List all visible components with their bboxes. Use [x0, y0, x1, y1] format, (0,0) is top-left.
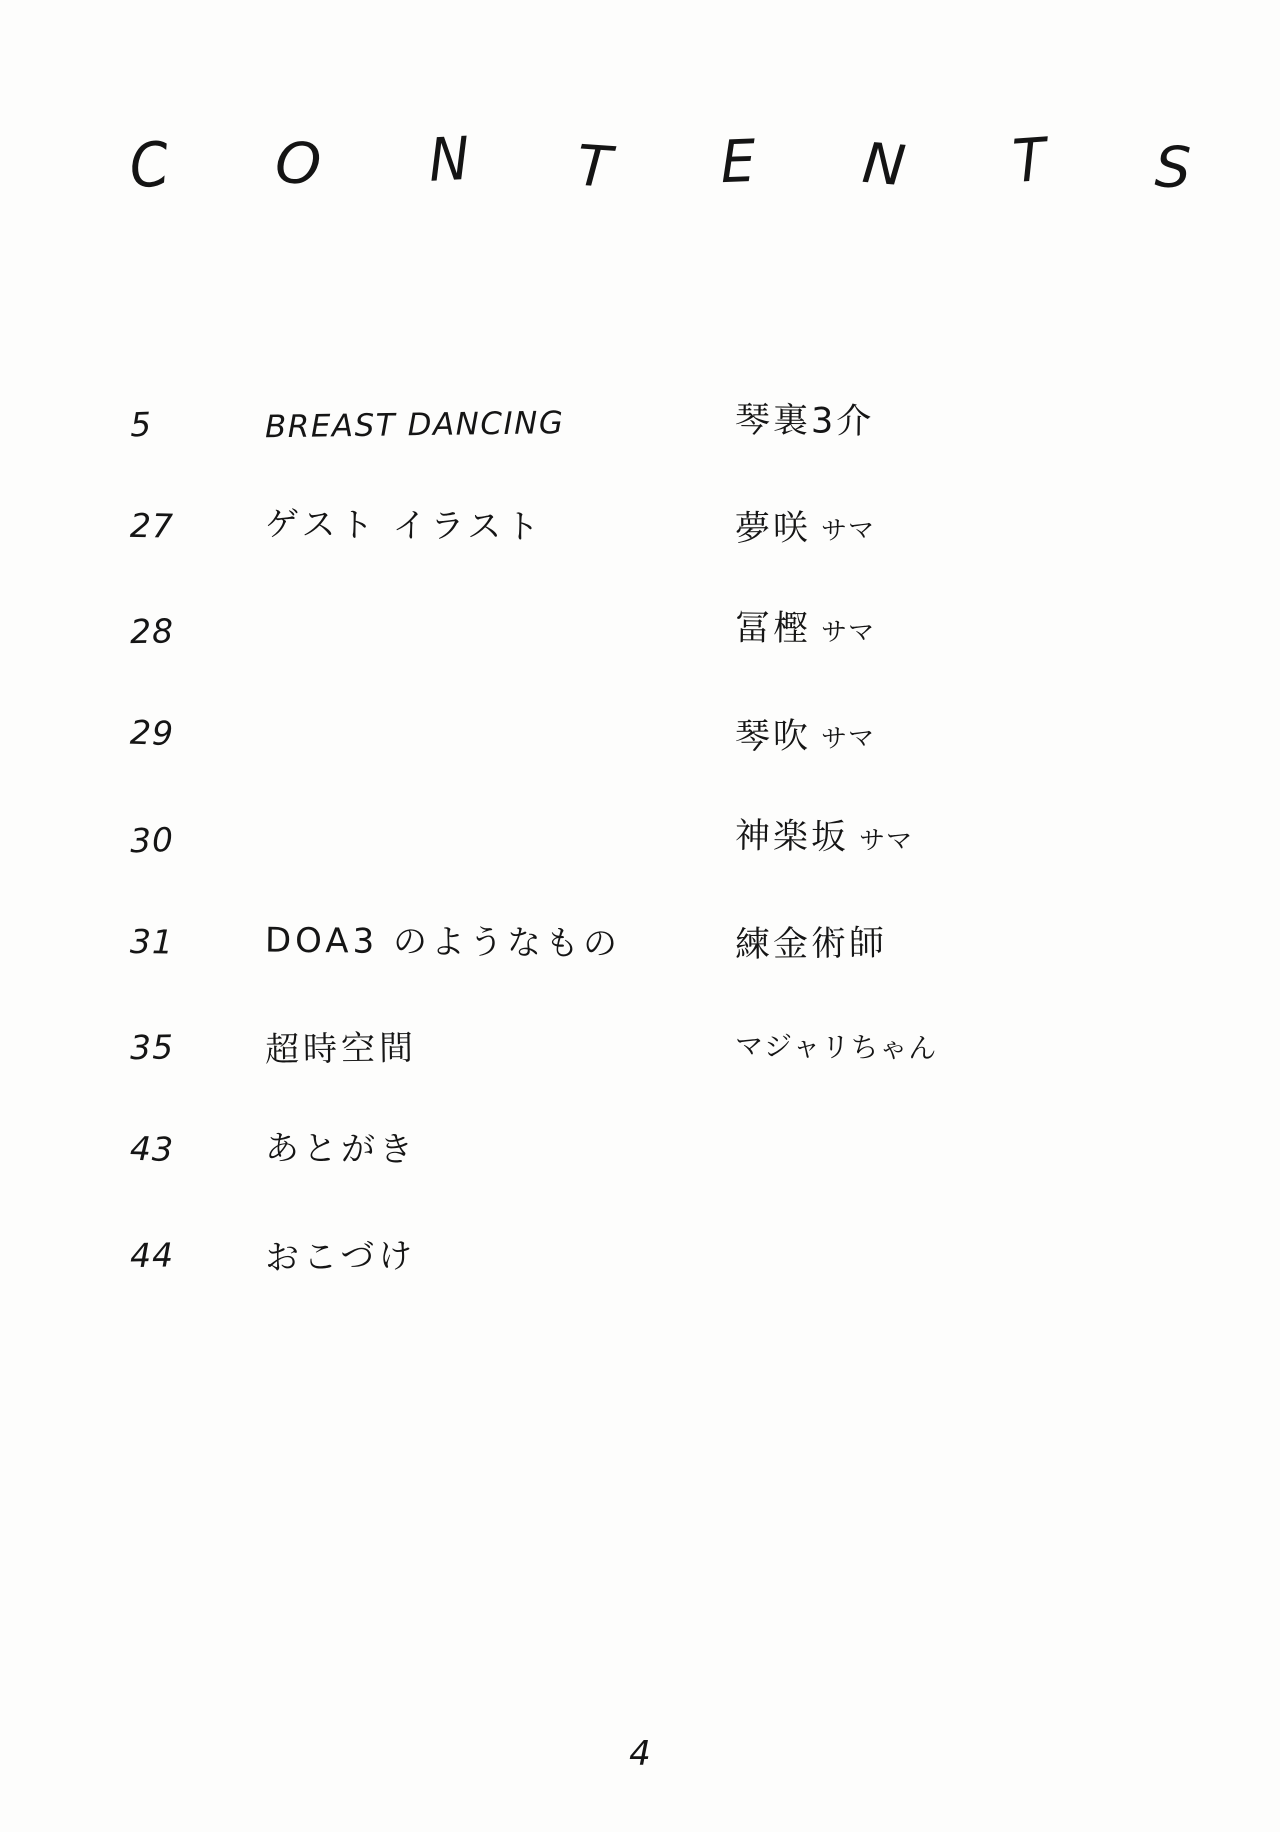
toc-entry-author — [735, 1232, 1160, 1277]
title-letter-e: E — [718, 126, 757, 197]
table-row — [130, 811, 1160, 899]
table-row — [130, 707, 1160, 795]
toc-page-number: 27 — [129, 505, 175, 546]
toc-author-suffix — [937, 1035, 947, 1065]
toc-page-number: 28 — [129, 611, 175, 652]
toc-entry-author — [735, 913, 1161, 967]
toc-entry-title — [265, 639, 735, 646]
title-letter-o: O — [273, 129, 323, 198]
toc-entry-title: DOA3 のようなもの — [264, 920, 622, 965]
toc-entry-author — [735, 1024, 1160, 1069]
table-row — [130, 1123, 1160, 1211]
table-row — [130, 1019, 1160, 1107]
toc-author-name: 夢咲 — [734, 508, 812, 550]
title-letter-n1: N — [426, 123, 471, 196]
toc-entry-title — [265, 744, 735, 749]
toc-page-number: 31 — [129, 921, 175, 962]
toc-entry-author — [735, 600, 1161, 655]
toc-page-number: 29 — [129, 712, 175, 754]
toc-page-number: 30 — [129, 819, 175, 861]
toc-author-suffix: サマ — [820, 617, 876, 649]
title-letter-c: C — [125, 128, 173, 203]
table-row — [130, 499, 1160, 587]
toc-page-number: 43 — [129, 1128, 175, 1170]
title-letter-s: S — [1153, 133, 1192, 202]
toc-author-name: 琴吹 — [734, 716, 812, 758]
title-letter-t1: T — [575, 132, 614, 201]
table-row — [130, 915, 1160, 1003]
toc-entry-title: 超時空間 — [264, 1028, 418, 1071]
page-title — [125, 123, 1192, 203]
toc-author-suffix — [874, 410, 884, 440]
title-letter-t2: T — [1011, 124, 1049, 197]
toc-author-suffix: サマ — [820, 723, 876, 755]
toc-entry-title: ゲスト イラスト — [264, 504, 544, 548]
toc-author-name: 神楽坂 — [734, 816, 850, 858]
toc-entry-author — [735, 392, 1161, 447]
toc-page-number: 35 — [129, 1027, 175, 1068]
toc-entry-author — [735, 705, 1161, 759]
toc-entry-title: BREAST DANCING — [264, 405, 565, 446]
table-row — [130, 395, 1160, 483]
toc-entry-title: あとがき — [264, 1128, 418, 1171]
toc-author-name: 練金術師 — [734, 923, 888, 966]
table-of-contents — [130, 395, 1160, 1331]
toc-page-number: 44 — [129, 1235, 175, 1276]
toc-author-suffix — [735, 1240, 745, 1270]
toc-author-suffix — [887, 932, 897, 962]
table-row — [130, 603, 1160, 691]
table-row — [130, 1227, 1160, 1315]
toc-author-suffix: サマ — [858, 825, 914, 857]
toc-page-number: 5 — [129, 404, 153, 445]
toc-entry-title: おこづけ — [264, 1236, 417, 1279]
toc-author-name: マジャリちゃん — [734, 1029, 938, 1065]
toc-entry-author — [735, 808, 1161, 863]
toc-entry-author — [735, 497, 1161, 551]
toc-entry-author — [735, 1129, 1160, 1173]
page-number: 4 — [629, 1734, 651, 1774]
toc-author-suffix: サマ — [820, 515, 876, 547]
title-letter-n2: N — [859, 130, 908, 199]
toc-author-name: 琴裏3介 — [734, 400, 875, 443]
toc-author-name: 冨樫 — [734, 608, 812, 650]
toc-author-suffix — [735, 1141, 745, 1171]
toc-entry-title — [265, 847, 735, 854]
